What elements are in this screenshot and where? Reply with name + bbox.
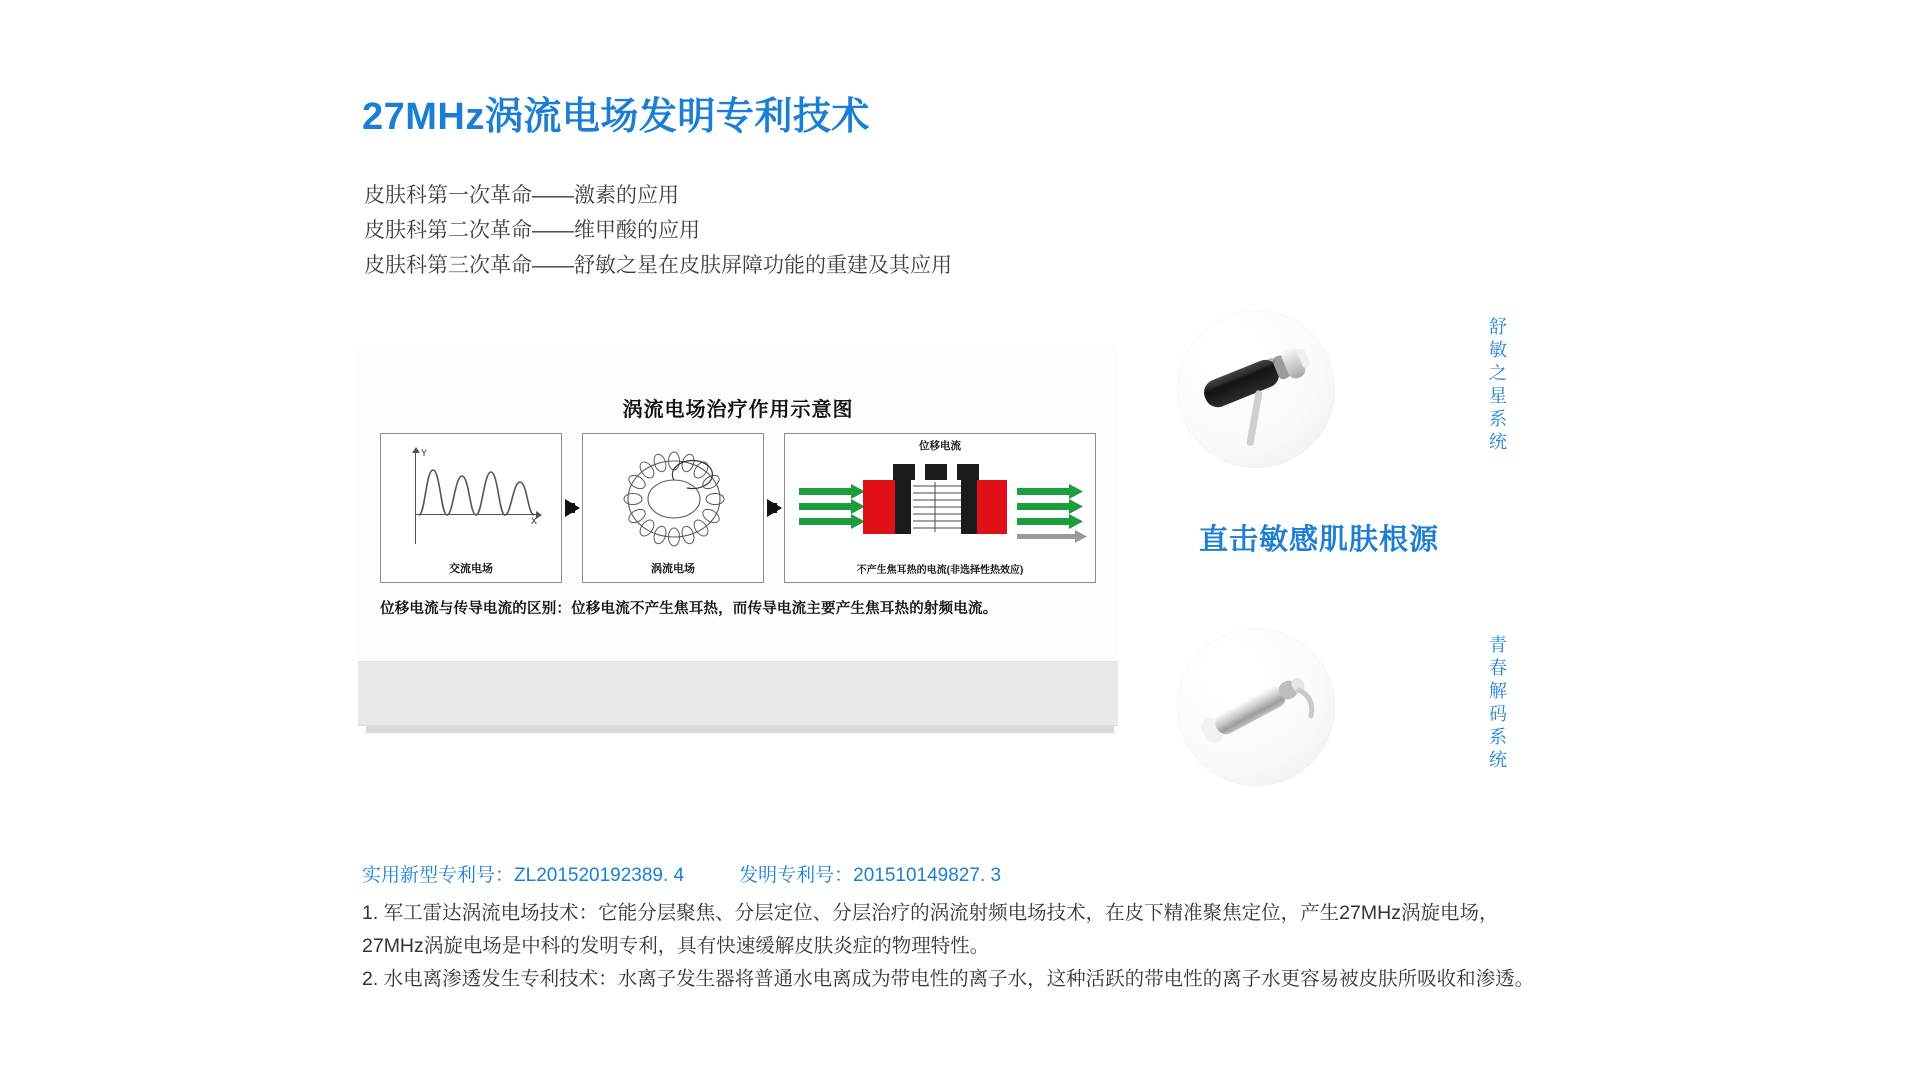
y-axis-label: Y (421, 448, 428, 458)
subpanel-1-caption: 交流电场 (449, 563, 493, 575)
toroid-coil-icon (583, 444, 765, 554)
handpiece-metal-icon (1177, 628, 1335, 786)
diagram-panel (358, 345, 1118, 725)
subpanel-2-caption: 涡流电场 (651, 563, 695, 575)
youth-handpiece-photo (1177, 628, 1335, 786)
shumin-handpiece-photo (1177, 310, 1335, 468)
revolution-line-1: 皮肤科第一次革命——激素的应用 (364, 184, 679, 207)
page-title: 27MHz涡流电场发明专利技术 (362, 96, 870, 138)
arrow-2-container (764, 433, 784, 583)
diagram-subpanel-displacement-current (784, 433, 1096, 583)
x-axis-label: X (531, 516, 538, 526)
diagram-title: 涡流电场治疗作用示意图 (622, 399, 854, 421)
body-paragraph-1: 1. 军工雷达涡流电场技术：它能分层聚焦、分层定位、分层治疗的涡流射频电场技术，在皮下精准聚焦定位，产生27MHz涡旋电场，27MHz涡旋电场是中科的发明专利，具有快速缓解皮肤炎症的物理特性。 (362, 902, 1499, 957)
arrow-1-container (562, 433, 582, 583)
diagram-panel-row (380, 433, 1096, 583)
shumin-system-label: 舒敏之星系统 (1489, 317, 1507, 452)
utility-patent-label: 实用新型专利号： (362, 865, 515, 886)
body-paragraph-2: 2. 水电离渗透发生专利技术：水离子发生器将普通水电离成为带电性的离子水，这种活跃的带电性的离子水更容易被皮肤所吸收和渗透。 (362, 968, 1535, 990)
sine-wave-icon (399, 452, 545, 556)
invention-patent-number: 201510149827. 3 (853, 865, 1002, 886)
diagram-footnote: 位移电流与传导电流的区别：位移电流不产生焦耳热，而传导电流主要产生焦耳热的射频电流。 (380, 601, 998, 617)
slogan-text: 直击敏感肌肤根源 (1199, 524, 1440, 556)
utility-patent-number: ZL201520192389. 4 (514, 865, 685, 886)
diagram-subpanel-ac-field (380, 433, 562, 583)
handpiece-black-icon (1177, 310, 1335, 468)
arrow-right-icon (565, 499, 580, 517)
patent-line (362, 860, 1001, 887)
diagram-shadow (366, 725, 1114, 733)
youth-system-label: 青春解码系统 (1489, 635, 1507, 770)
invention-patent-label: 发明专利号： (739, 865, 854, 886)
electrode-illustration (785, 458, 1095, 556)
revolution-list (364, 178, 952, 283)
arrow-right-icon (767, 499, 782, 517)
subpanel-3-caption: 不产生焦耳热的电流(非选择性热效应) (856, 565, 1024, 576)
electrode-field-icon (785, 458, 1097, 556)
subpanel-3-header: 位移电流 (919, 440, 961, 452)
revolution-line-3: 皮肤科第三次革命——舒敏之星在皮肤屏障功能的重建及其应用 (364, 254, 952, 277)
diagram-subpanel-eddy-field (582, 433, 764, 583)
waveform-plot (399, 448, 545, 556)
revolution-line-2: 皮肤科第二次革命——维甲酸的应用 (364, 219, 700, 242)
coil-illustration (583, 444, 763, 554)
